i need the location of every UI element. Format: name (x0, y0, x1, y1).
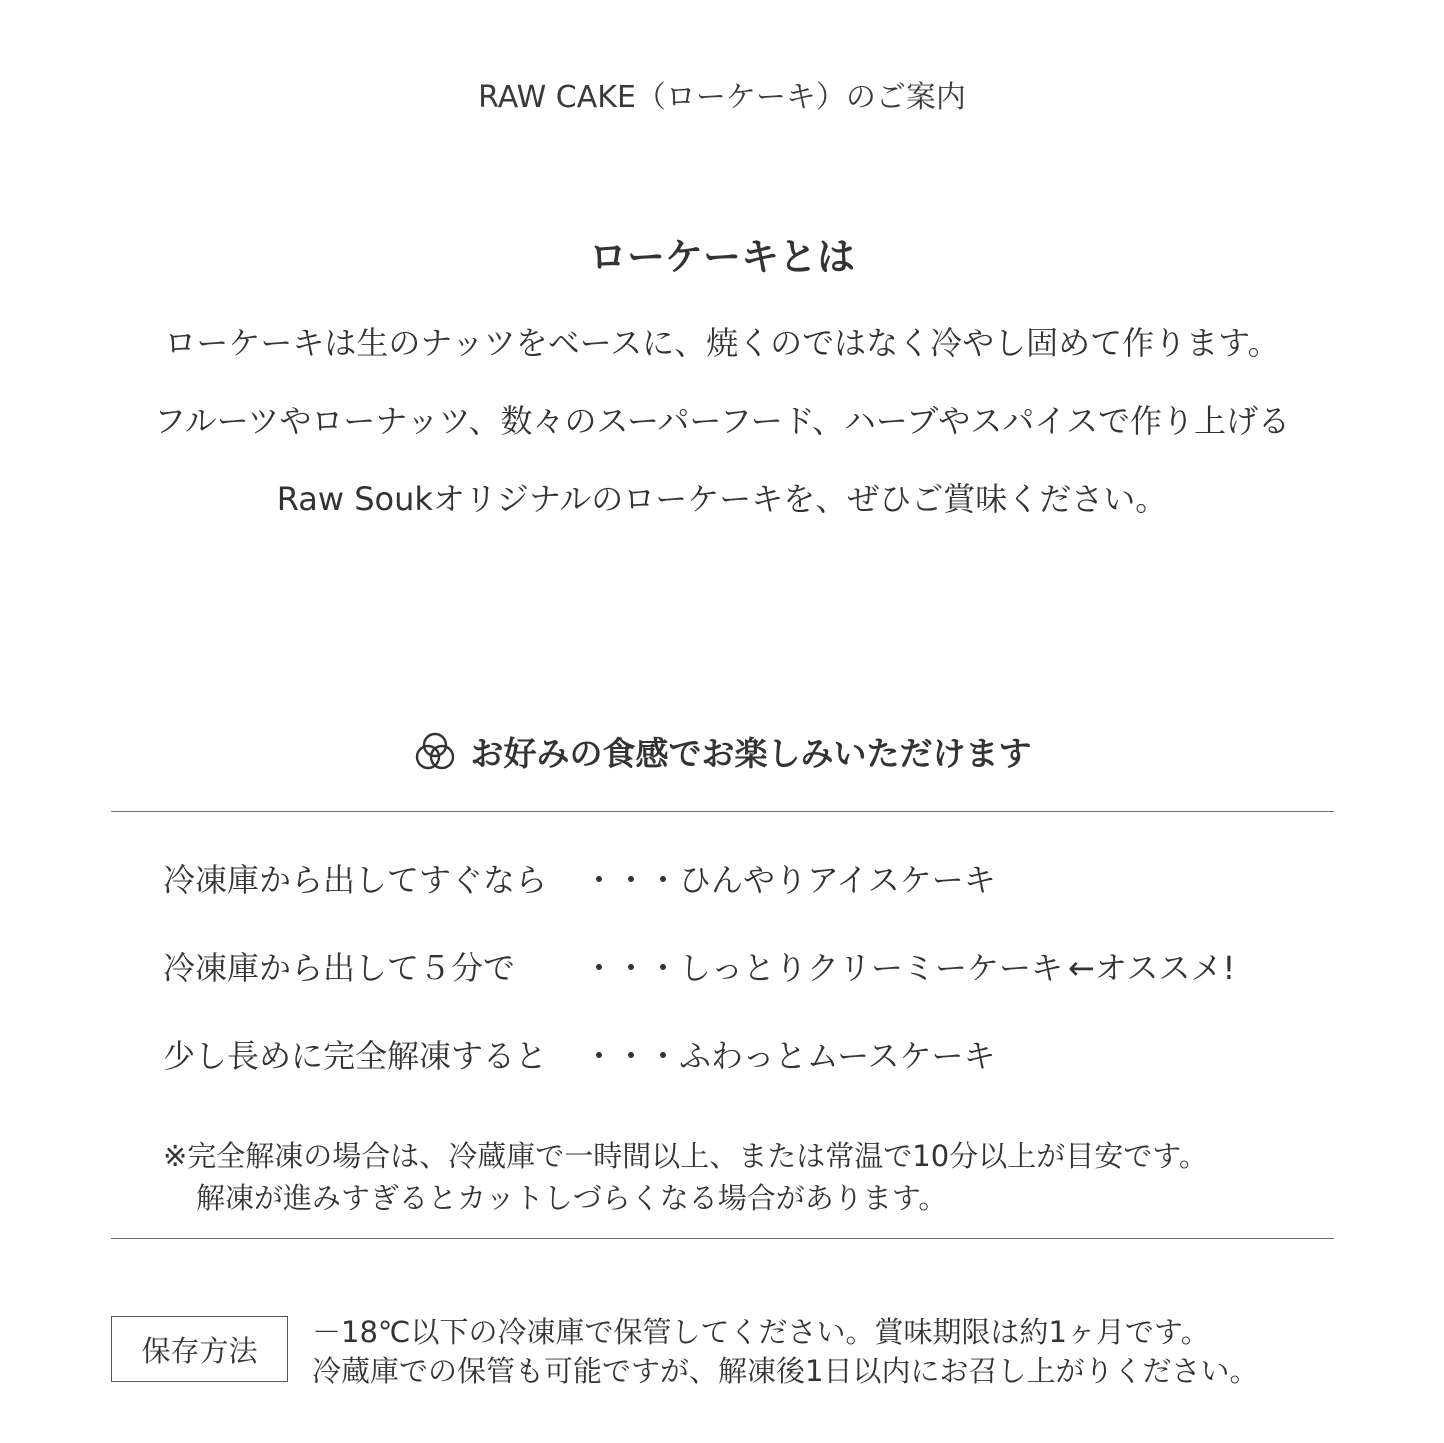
storage-line-1: －18℃以下の冷凍庫で保管してください。賞味期限は約1ヶ月です。 (312, 1315, 1210, 1349)
storage-line-2: 冷蔵庫での保管も可能ですが、解凍後1日以内にお召し上がりください。 (312, 1354, 1259, 1388)
texture-heading: お好みの食感でお楽しみいただけます (470, 734, 1032, 773)
intro-line-1: ローケーキは生のナッツをベースに、焼くのではなく冷やし固めて作ります。 (164, 324, 1280, 362)
texture-condition: 冷凍庫から出して５分で (163, 949, 516, 987)
divider-top (111, 811, 1334, 812)
divider-bottom (111, 1238, 1334, 1239)
page-title: RAW CAKE（ローケーキ）のご案内 (478, 80, 966, 115)
thaw-footnote-2: 解凍が進みすぎるとカットしづらくなる場合があります。 (196, 1181, 948, 1215)
texture-result: ・・・ひんやりアイスケーキ (583, 861, 996, 899)
three-circles-icon (413, 730, 457, 774)
recommend-note: ←オススメ! (1068, 949, 1236, 987)
texture-condition: 少し長めに完全解凍すると (163, 1037, 548, 1075)
intro-line-2: フルーツやローナッツ、数々のスーパーフード、ハーブやスパイスで作り上げる (153, 402, 1290, 440)
texture-result: ・・・ふわっとムースケーキ (583, 1037, 996, 1075)
thaw-footnote-1: ※完全解凍の場合は、冷蔵庫で一時間以上、または常温で10分以上が目安です。 (163, 1139, 1208, 1173)
storage-label: 保存方法 (111, 1316, 288, 1382)
intro-line-3: Raw Soukオリジナルのローケーキを、ぜひご賞味ください。 (276, 480, 1168, 518)
texture-condition: 冷凍庫から出してすぐなら (163, 861, 548, 899)
about-heading: ローケーキとは (588, 235, 855, 279)
texture-heading-row (0, 728, 1444, 775)
texture-result: ・・・しっとりクリーミーケーキ (583, 949, 1064, 987)
